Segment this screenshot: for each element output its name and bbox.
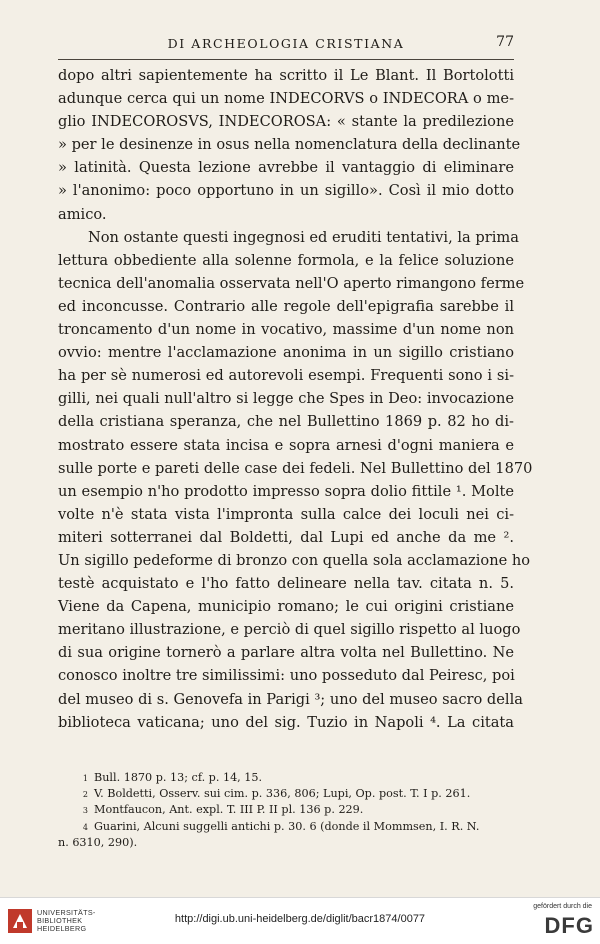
footnote xyxy=(58,786,514,802)
permalink-url[interactable]: http://digi.ub.uni-heidelberg.de/diglit/bacr1874/0077 xyxy=(174,913,426,925)
page-number: 77 xyxy=(496,34,514,50)
body-line: conosco inoltre tre similissimi: uno posseduto dal Peiresc, poi xyxy=(58,667,515,685)
footnote-text: V. Boldetti, Osserv. sui cim. p. 336, 806; Lupi, Op. post. T. I p. 261. xyxy=(94,787,471,801)
funded-by-label: gefördert durch die xyxy=(533,903,592,910)
footnote xyxy=(58,770,514,786)
footnote-text: Montfaucon, Ant. expl. T. III P. II pl. 136 p. 229. xyxy=(94,803,364,817)
footnote xyxy=(58,819,514,835)
body-line: » latinità. Questa lezione avrebbe il vantaggio di eliminare xyxy=(58,159,514,177)
body-line: Viene da Capena, municipio romano; le cui origini cristiane xyxy=(58,598,514,616)
library-line-1: UNIVERSITÄTS- xyxy=(37,908,96,917)
body-line: » per le desinenze in osus nella nomenclatura della declinante xyxy=(58,136,521,154)
body-line: volte n'è stata vista l'impronta sulla calce dei loculi nei ci- xyxy=(58,505,514,523)
body-line: sulle porte e pareti delle case dei fedeli. Nel Bullettino del 1870 xyxy=(58,459,533,477)
footnote-mark: 3 xyxy=(82,806,88,816)
footnote-mark: 1 xyxy=(82,774,88,783)
footnote-mark: 4 xyxy=(82,822,88,832)
footnote-text: Guarini, Alcuni suggelli antichi p. 30. 6 (donde il Mommsen, I. R. N. xyxy=(94,819,480,833)
running-head xyxy=(58,34,514,56)
footnote-text: n. 6310, 290). xyxy=(58,835,138,849)
footnote-mark: 2 xyxy=(82,790,88,800)
body-line: amico. xyxy=(58,205,107,223)
body-line: glio INDECOROSVS, INDECOROSA: « stante la predilezione xyxy=(58,113,514,131)
body-line: ed inconcusse. Contrario alle regole dell'epigrafia sarebbe il xyxy=(58,297,514,315)
body-line: testè acquistato e l'ho fatto delineare nella tav. citata n. 5. xyxy=(58,575,514,593)
header-rule xyxy=(58,59,514,60)
body-line: ha per sè numerosi ed autorevoli esempi. Frequenti sono i si- xyxy=(58,367,514,385)
body-line: Un sigillo pedeforme di bronzo con quella sola acclamazione ho xyxy=(58,551,531,569)
body-line: biblioteca vaticana; uno del sig. Tuzio in Napoli ⁴. La citata xyxy=(58,713,514,731)
body-line: ovvio: mentre l'acclamazione anonima in un sigillo cristiano xyxy=(58,344,514,362)
footnote xyxy=(58,802,514,818)
body-line: troncamento d'un nome in vocativo, massime d'un nome non xyxy=(58,321,514,339)
body-line: tecnica dell'anomalia osservata nell'O aperto rimangono ferme xyxy=(58,274,525,292)
viewer-footer xyxy=(0,897,600,944)
body-line: gilli, nei quali null'altro si legge che Spes in Deo: invocazione xyxy=(58,390,514,408)
body-line: lettura obbediente alla solenne formola, e la felice soluzione xyxy=(58,251,514,269)
body-line: dopo altri sapientemente ha scritto il Le Blant. Il Bortolotti xyxy=(58,67,514,84)
body-line: del museo di s. Genovefa in Parigi ³; uno del museo sacro della xyxy=(58,690,523,708)
body-line: meritano illustrazione, e perciò di quel sigillo rispetto al luogo xyxy=(58,621,521,639)
body-line: miteri sotterranei dal Boldetti, dal Lupi ed anche da me ². xyxy=(58,528,514,546)
body-line: un esempio n'ho prodotto impresso sopra dolio fittile ¹. Molte xyxy=(58,482,514,500)
library-line-3: HEIDELBERG xyxy=(37,924,87,934)
footnotes xyxy=(58,770,514,851)
body-line: » l'anonimo: poco opportuno in un sigillo». Così il mio dotto xyxy=(58,182,514,200)
body-line: mostrato essere stata incisa e sopra arnesi d'ogni maniera e xyxy=(58,436,514,454)
body-line: della cristiana speranza, che nel Bullettino 1869 p. 82 ho di- xyxy=(58,413,514,431)
dfg-logo: DFG xyxy=(544,913,594,938)
body-line: adunque cerca qui un nome INDECORVS o INDECORA o me- xyxy=(58,90,514,108)
footnote xyxy=(58,835,514,851)
running-title: DI ARCHEOLOGIA CRISTIANA xyxy=(167,36,405,51)
body-line: Non ostante questi ingegnosi ed eruditi tentativi, la prima xyxy=(88,228,519,246)
library-line-2: BIBLIOTHEK xyxy=(37,916,83,926)
footnote-text: Bull. 1870 p. 13; cf. p. 14, 15. xyxy=(94,771,263,784)
body-line: di sua origine tornerò a parlare altra volta nel Bullettino. Ne xyxy=(58,644,514,662)
body-text xyxy=(58,64,533,734)
